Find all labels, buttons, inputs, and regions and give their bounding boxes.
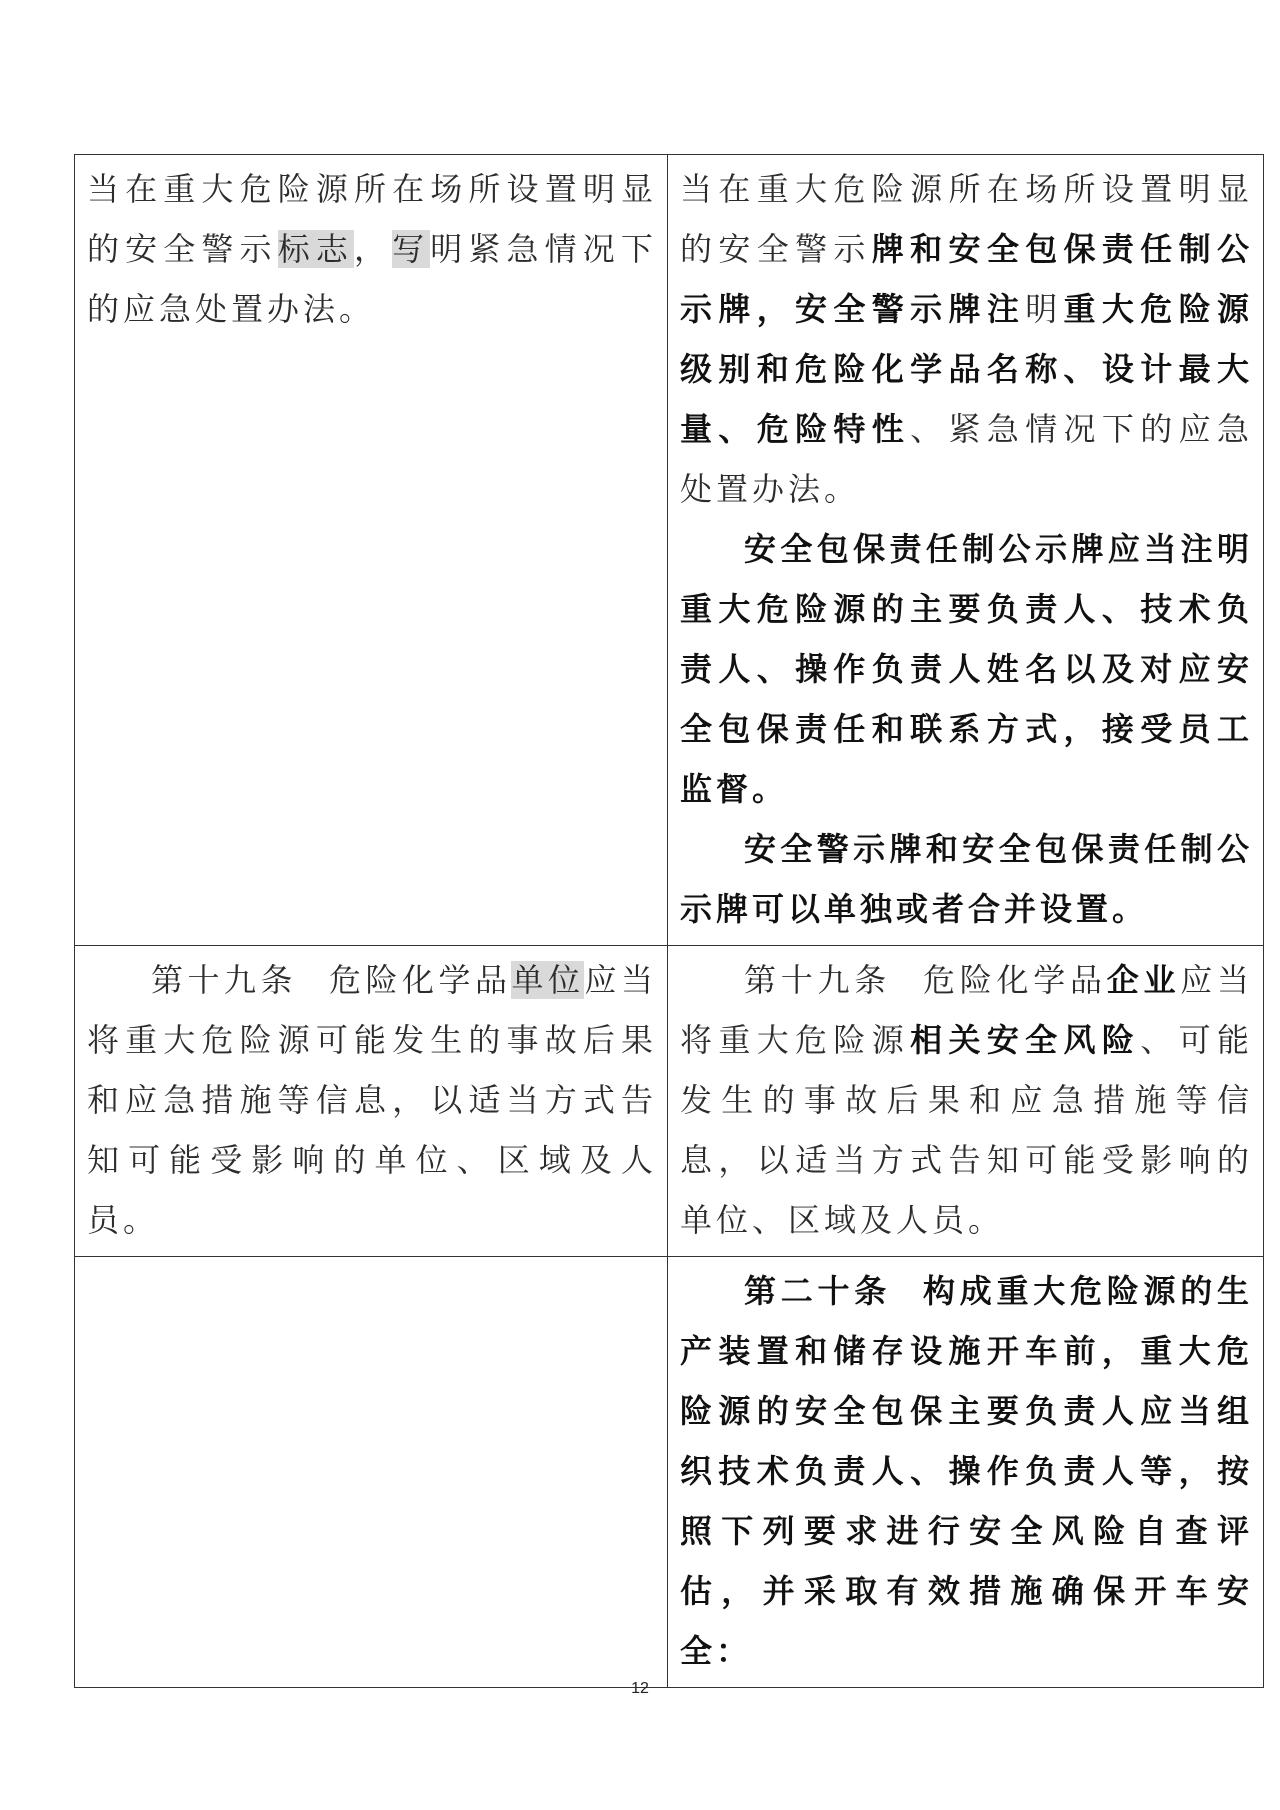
old-text-cell-empty (75, 1257, 668, 1688)
revised-text: 牌和安全包保责任制公示牌，安全警示牌注 (680, 230, 1253, 328)
page-number: 12 (631, 1680, 649, 1697)
highlighted-change: 单位 (511, 961, 585, 999)
new-paragraph: 第二十条 构成重大危险源的生产装置和储存设施开车前，重大危险源的安全包保主要负责人应当组织技术负责人、操作负责人等，按照下列要求进行安全风险自查评估，并采取有效措施确保开车安全： (680, 1272, 1253, 1670)
new-text-cell (668, 946, 1264, 1257)
revised-text: 重大危险源级别和危险化学品名称、设计最大量、危险特性 (680, 290, 1253, 448)
highlighted-change: 标志 (277, 230, 354, 268)
article-number: 第二十条 (744, 1272, 891, 1310)
article-number: 第十九条 (151, 961, 297, 999)
highlighted-change: 写 (392, 230, 431, 268)
table-row (75, 1257, 1264, 1688)
new-paragraph: 安全警示牌和安全包保责任制公示牌可以单独或者合并设置。 (680, 830, 1253, 928)
revised-text: 企业 (1106, 961, 1181, 999)
old-text-cell (75, 946, 668, 1257)
old-paragraph: 第十九条 危险化学品单位应当将重大危险源可能发生的事故后果和应急措施等信息，以适当方式告知可能受影响的单位、区域及人员。 (87, 961, 657, 1239)
article-number: 第十九条 (744, 961, 891, 999)
new-paragraph: 第十九条 危险化学品企业应当将重大危险源相关安全风险、可能发生的事故后果和应急措施等信息，以适当方式告知可能受影响的单位、区域及人员。 (680, 961, 1253, 1239)
table-row (75, 946, 1264, 1257)
new-paragraph: 当在重大危险源所在场所设置明显的安全警示牌和安全包保责任制公示牌，安全警示牌注明重大危险源级别和危险化学品名称、设计最大量、危险特性、紧急情况下的应急处置办法。 (680, 170, 1253, 508)
old-paragraph: 当在重大危险源所在场所设置明显的安全警示标志，写明紧急情况下的应急处置办法。 (87, 170, 657, 328)
comparison-table (74, 154, 1264, 1688)
old-text-cell (75, 155, 668, 946)
new-text-cell (668, 1257, 1264, 1688)
new-paragraph: 安全包保责任制公示牌应当注明重大危险源的主要负责人、技术负责人、操作负责人姓名以及对应安全包保责任和联系方式，接受员工监督。 (680, 530, 1253, 808)
revised-text: 相关安全风险 (910, 1021, 1141, 1059)
table-row (75, 155, 1264, 946)
new-text-cell (668, 155, 1264, 946)
